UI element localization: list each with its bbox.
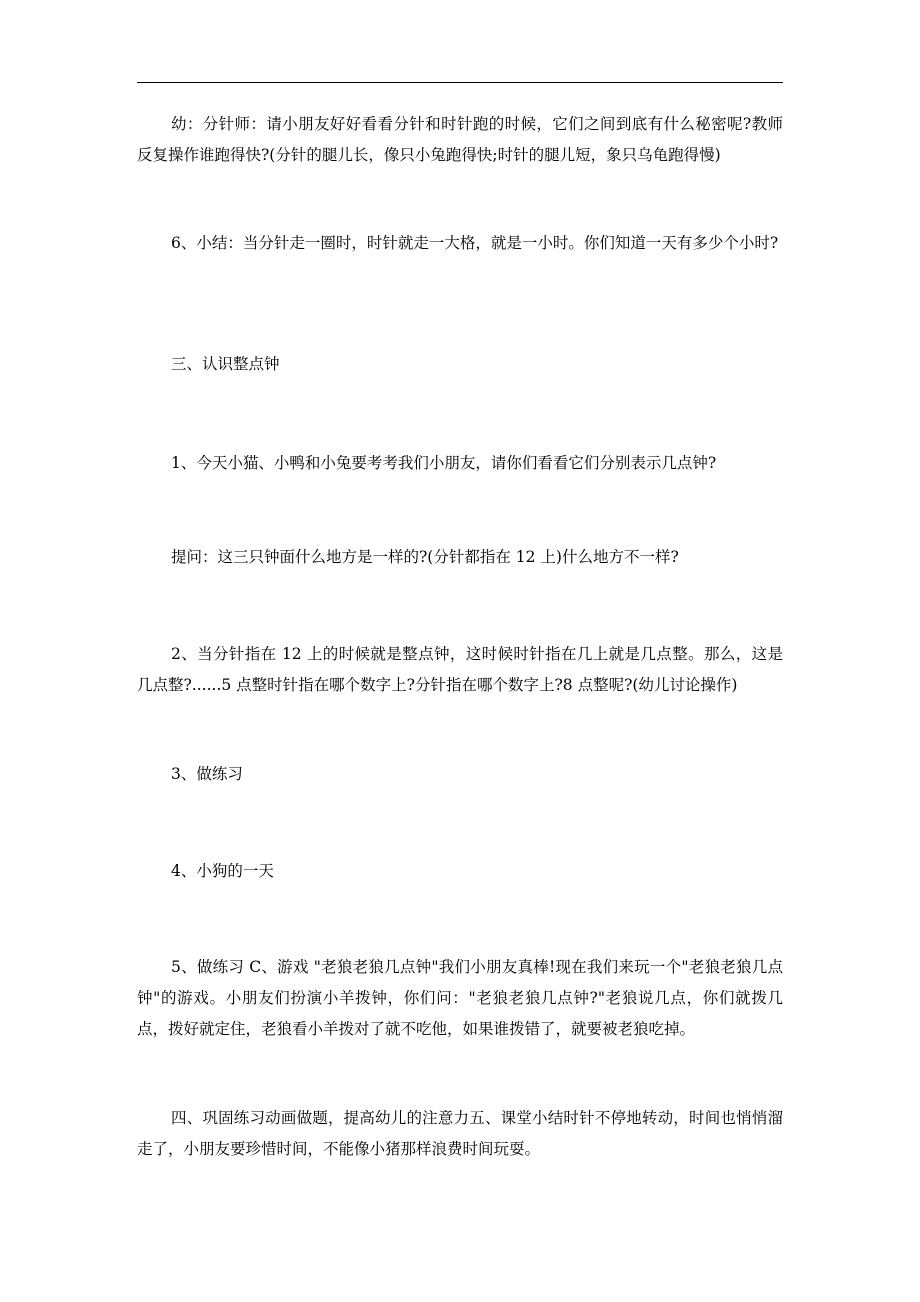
paragraph-question: 提问：这三只钟面什么地方是一样的?(分针都指在 12 上)什么地方不一样? [171,548,679,566]
paragraph-summary: 6、小结：当分针走一圈时，时针就走一大格，就是一小时。你们知道一天有多少个小时? [171,234,779,252]
header-rule [137,82,783,83]
paragraph-whole-hour-explanation: 2、当分针指在 12 上的时候就是整点钟，这时候时针指在几上就是几点整。那么，这是几点整?......5 点整时针指在哪个数字上?分针指在哪个数字上?8 点整呢?(幼儿讨论操作) [137,645,783,694]
paragraph-puppy-day: 4、小狗的一天 [171,862,274,880]
paragraph-wolf-game: 5、做练习 C、游戏 "老狼老狼几点钟"我们小朋友真棒!现在我们来玩一个"老狼老狼几点钟"的游戏。小朋友们扮演小羊拨钟，你们问："老狼老狼几点钟?"老狼说几点，你们就拨几点，拨好就定住，老狼看小羊拨对了就不吃他，如果谁拨错了，就要被老狼吃掉。 [137,958,783,1038]
paragraph-animals-clocks: 1、今天小猫、小鸭和小兔要考考我们小朋友，请你们看看它们分别表示几点钟? [171,454,717,472]
paragraph-consolidation: 四、巩固练习动画做题，提高幼儿的注意力五、课堂小结时针不停地转动，时间也悄悄溜走了，小朋友要珍惜时间，不能像小猪那样浪费时间玩耍。 [137,1109,783,1158]
paragraph-practice: 3、做练习 [171,765,243,783]
paragraph-minute-hand-race: 幼：分针师：请小朋友好好看看分针和时针跑的时候，它们之间到底有什么秘密呢?教师反复操作谁跑得快?(分针的腿儿长，像只小兔跑得快;时针的腿儿短，象只乌龟跑得慢) [137,115,783,164]
section-heading-whole-hour: 三、认识整点钟 [171,355,280,373]
